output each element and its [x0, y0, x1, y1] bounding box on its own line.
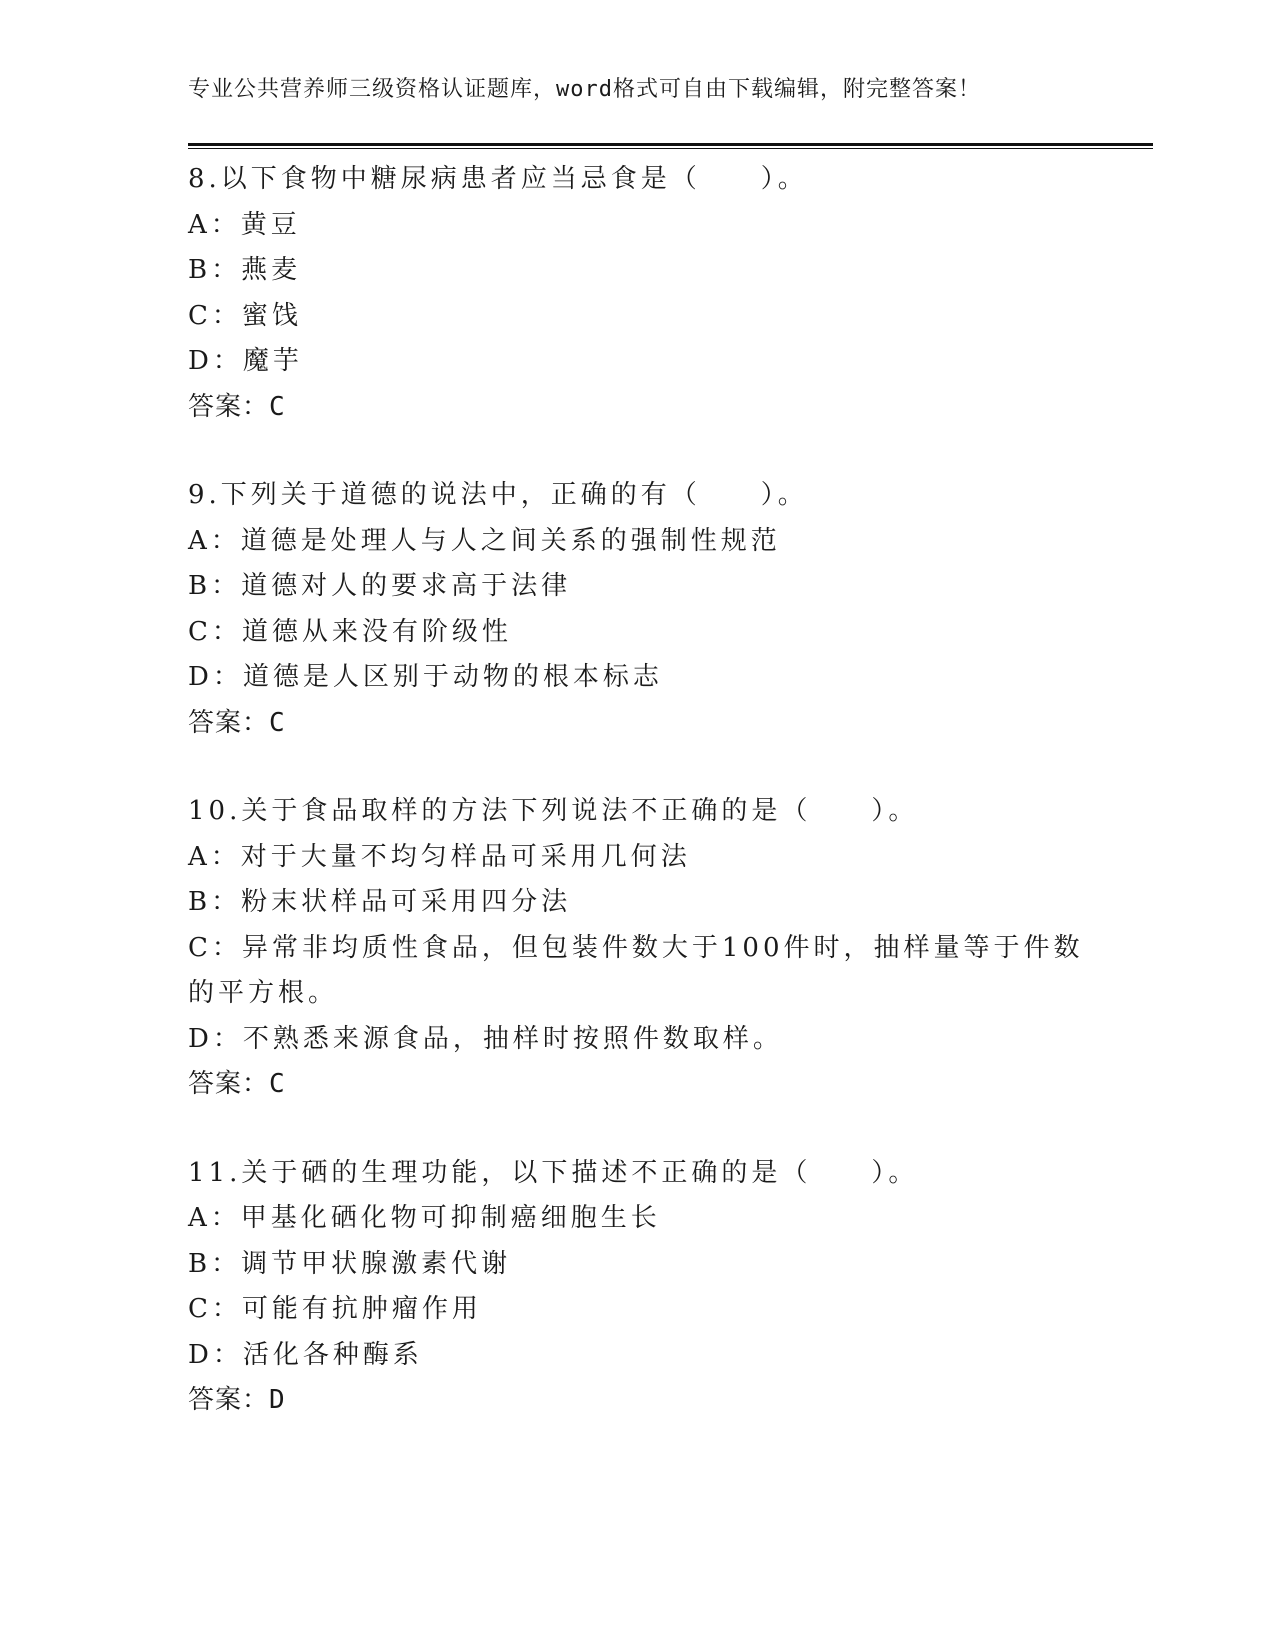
option-b: B：粉末状样品可采用四分法	[188, 887, 572, 917]
answer-line: 答案：D	[188, 1385, 286, 1415]
option-b: B：燕麦	[188, 255, 302, 285]
question-stem: 8.以下食物中糖尿病患者应当忌食是（ ）。	[188, 164, 808, 194]
option-c: C：道德从来没有阶级性	[188, 616, 512, 647]
question-list	[188, 157, 1088, 1467]
option-d: D：魔芋	[188, 346, 303, 376]
answer-line: 答案：C	[188, 391, 286, 422]
header-divider-thick	[188, 143, 1153, 146]
option-c: C：蜜饯	[188, 300, 302, 331]
option-a: A：黄豆	[188, 209, 301, 240]
option-c: C：异常非均质性食品，但包装件数大于100件时，抽样量等于件数的平方根。	[188, 932, 1084, 1008]
option-d: D：道德是人区别于动物的根本标志	[188, 662, 663, 692]
answer-line: 答案：C	[188, 1069, 286, 1099]
option-d: D：活化各种酶系	[188, 1339, 423, 1370]
question-10	[188, 789, 1088, 1108]
question-11	[188, 1151, 1088, 1424]
option-a: A：对于大量不均匀样品可采用几何法	[188, 841, 691, 872]
question-stem: 9.下列关于道德的说法中，正确的有（ ）。	[188, 480, 808, 510]
question-stem: 11.关于硒的生理功能，以下描述不正确的是（ ）。	[188, 1157, 919, 1188]
question-8	[188, 157, 1088, 430]
answer-line: 答案：C	[188, 707, 286, 738]
page-header: 专业公共营养师三级资格认证题库，word格式可自由下载编辑，附完整答案！	[188, 77, 981, 102]
header-divider-thin	[188, 148, 1153, 149]
option-b: B：调节甲状腺激素代谢	[188, 1248, 512, 1279]
option-a: A：道德是处理人与人之间关系的强制性规范	[188, 525, 781, 556]
option-d: D：不熟悉来源食品，抽样时按照件数取样。	[188, 1023, 783, 1054]
option-b: B：道德对人的要求高于法律	[188, 571, 572, 601]
option-c: C：可能有抗肿瘤作用	[188, 1294, 482, 1324]
question-stem: 10.关于食品取样的方法下列说法不正确的是（ ）。	[188, 796, 919, 826]
option-a: A：甲基化硒化物可抑制癌细胞生长	[188, 1203, 661, 1233]
question-9	[188, 473, 1088, 746]
